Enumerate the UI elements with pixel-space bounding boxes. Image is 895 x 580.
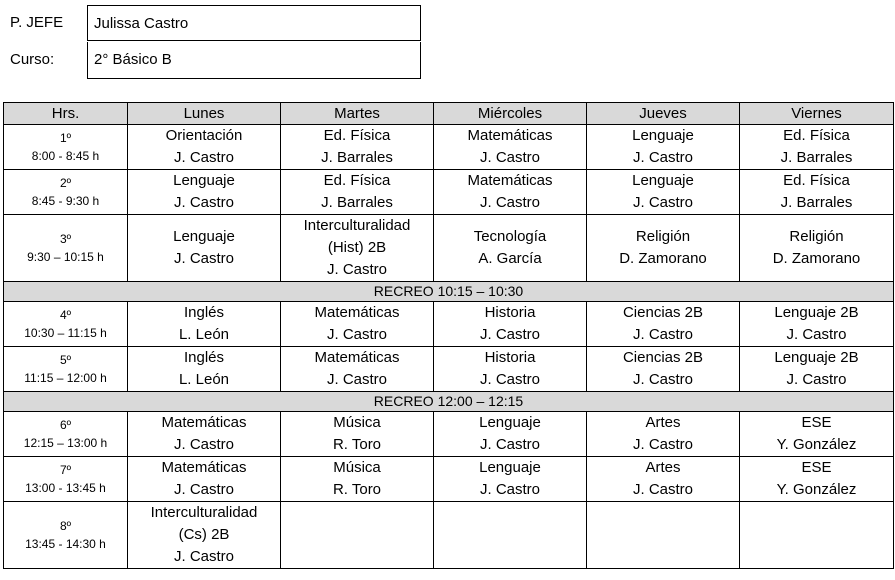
- subject-name: Ciencias 2B: [622, 304, 704, 321]
- teacher-name: J. Castro: [786, 371, 847, 388]
- class-cell: [281, 125, 434, 170]
- class-cell: [740, 457, 894, 502]
- class-cell: [740, 215, 894, 282]
- teacher-name: J. Castro: [173, 436, 234, 453]
- column-header-day: Lunes: [128, 103, 281, 125]
- teacher-name: D. Zamorano: [619, 250, 707, 267]
- class-cell: [740, 170, 894, 215]
- class-cell: [434, 170, 587, 215]
- period-hours-cell: [4, 502, 128, 569]
- teacher-name: J. Castro: [173, 149, 234, 166]
- period-number: 4º: [59, 308, 72, 322]
- teacher-name: Y. González: [776, 481, 857, 498]
- period-hours-cell: [4, 457, 128, 502]
- teacher-name: J. Castro: [632, 436, 693, 453]
- teacher-name: J. Castro: [479, 194, 540, 211]
- teacher-name: J. Castro: [326, 261, 387, 278]
- class-cell: [587, 125, 740, 170]
- column-header-day: Jueves: [587, 103, 740, 125]
- teacher-name: J. Barrales: [780, 149, 853, 166]
- class-cell: [128, 125, 281, 170]
- class-cell: [128, 457, 281, 502]
- period-number: 6º: [59, 418, 72, 432]
- column-header-day: Miércoles: [434, 103, 587, 125]
- teacher-name: J. Barrales: [321, 194, 393, 211]
- subject-name: Matemáticas: [314, 304, 400, 321]
- subject-name: Lenguaje: [479, 414, 541, 431]
- teacher-name: J. Castro: [173, 194, 234, 211]
- period-hours-cell: [4, 347, 128, 392]
- subject-name: Lenguaje: [173, 172, 235, 189]
- period-row: [4, 412, 894, 457]
- period-number: 3º: [59, 232, 72, 246]
- class-cell: [587, 215, 740, 282]
- teacher-name: J. Barrales: [321, 149, 393, 166]
- teacher-name: J. Castro: [786, 326, 847, 343]
- empty-cell: [587, 502, 740, 569]
- class-cell: [740, 302, 894, 347]
- break-label: RECREO 10:15 – 10:30: [4, 282, 894, 302]
- subject-name: Matemáticas: [467, 172, 553, 189]
- subject-name: Lenguaje: [632, 127, 694, 144]
- class-cell: [128, 502, 281, 569]
- class-cell: [740, 347, 894, 392]
- schedule-body: [4, 125, 894, 569]
- period-hours-cell: [4, 302, 128, 347]
- teacher-name: J. Castro: [173, 481, 234, 498]
- subject-name: Historia: [484, 304, 536, 321]
- column-header-day: Martes: [281, 103, 434, 125]
- teacher-name: J. Castro: [326, 371, 387, 388]
- class-cell: [128, 170, 281, 215]
- class-cell: [740, 125, 894, 170]
- jefe-label: P. JEFE: [10, 14, 64, 31]
- subject-name: Artes: [645, 414, 681, 431]
- class-cell: [434, 457, 587, 502]
- subject-name: Música: [333, 414, 381, 431]
- class-cell: [128, 347, 281, 392]
- period-time: 8:00 - 8:45 h: [31, 149, 100, 163]
- period-number: 2º: [59, 176, 72, 190]
- class-cell: [587, 457, 740, 502]
- header-row: [4, 103, 894, 125]
- period-time: 13:45 - 14:30 h: [25, 537, 106, 551]
- teacher-name: J. Castro: [632, 149, 693, 166]
- teacher-name: J. Castro: [479, 436, 540, 453]
- subject-name: ESE: [801, 459, 832, 476]
- teacher-name: L. León: [178, 326, 230, 343]
- class-cell: [281, 302, 434, 347]
- teacher-name: D. Zamorano: [772, 250, 861, 267]
- subject-name: Ciencias 2B: [622, 349, 704, 366]
- period-row: [4, 457, 894, 502]
- period-number: 7º: [59, 463, 72, 477]
- subject-name: Matemáticas: [314, 349, 400, 366]
- subject-name: Ed. Física: [323, 172, 391, 189]
- period-time: 12:15 – 13:00 h: [23, 436, 108, 450]
- subject-name: ESE: [801, 414, 832, 431]
- period-time: 10:30 – 11:15 h: [24, 326, 107, 340]
- subject-name: (Hist) 2B: [327, 239, 387, 256]
- class-cell: [434, 412, 587, 457]
- class-cell: [434, 302, 587, 347]
- teacher-name: J. Castro: [632, 194, 693, 211]
- column-header-day: Viernes: [740, 103, 894, 125]
- class-cell: [434, 125, 587, 170]
- period-hours-cell: [4, 125, 128, 170]
- period-time: 11:15 – 12:00 h: [24, 371, 107, 385]
- break-row: [4, 392, 894, 412]
- class-cell: [587, 302, 740, 347]
- teacher-name: Y. González: [776, 436, 857, 453]
- subject-name: Lenguaje 2B: [774, 304, 859, 321]
- subject-name: (Cs) 2B: [178, 526, 230, 543]
- class-cell: [740, 412, 894, 457]
- teacher-name: J. Castro: [632, 326, 693, 343]
- subject-name: Religión: [789, 228, 844, 245]
- class-cell: [128, 215, 281, 282]
- subject-name: Interculturalidad: [303, 217, 411, 234]
- teacher-name: J. Castro: [479, 371, 540, 388]
- period-time: 8:45 - 9:30 h: [31, 194, 100, 208]
- class-cell: [587, 170, 740, 215]
- class-cell: [128, 412, 281, 457]
- teacher-name: J. Barrales: [780, 194, 853, 211]
- subject-name: Matemáticas: [161, 459, 247, 476]
- teacher-name: J. Castro: [173, 250, 234, 267]
- period-time: 9:30 – 10:15 h: [27, 250, 104, 264]
- empty-cell: [434, 502, 587, 569]
- class-cell: [434, 347, 587, 392]
- class-cell: [281, 457, 434, 502]
- period-number: 8º: [59, 519, 72, 533]
- empty-cell: [740, 502, 894, 569]
- column-header-hours: Hrs.: [4, 103, 128, 125]
- class-cell: [281, 170, 434, 215]
- teacher-name: J. Castro: [173, 548, 234, 565]
- subject-name: Historia: [484, 349, 536, 366]
- subject-name: Interculturalidad: [150, 504, 258, 521]
- subject-name: Ed. Física: [783, 127, 850, 144]
- class-cell: [587, 347, 740, 392]
- subject-name: Orientación: [165, 127, 243, 144]
- period-hours-cell: [4, 215, 128, 282]
- subject-name: Inglés: [183, 304, 225, 321]
- subject-name: Ed. Física: [323, 127, 391, 144]
- empty-cell: [281, 502, 434, 569]
- class-cell: [281, 412, 434, 457]
- teacher-name: J. Castro: [326, 326, 387, 343]
- period-row: [4, 502, 894, 569]
- period-row: [4, 170, 894, 215]
- teacher-name: J. Castro: [632, 371, 693, 388]
- subject-name: Tecnología: [473, 228, 547, 245]
- schedule-table: [3, 102, 894, 569]
- period-row: [4, 347, 894, 392]
- subject-name: Ed. Física: [783, 172, 850, 189]
- period-time: 13:00 - 13:45 h: [25, 481, 106, 495]
- teacher-name: R. Toro: [332, 481, 382, 498]
- teacher-name: J. Castro: [479, 149, 540, 166]
- period-row: [4, 302, 894, 347]
- class-cell: [587, 412, 740, 457]
- teacher-name: J. Castro: [479, 326, 540, 343]
- teacher-name: R. Toro: [332, 436, 382, 453]
- period-number: 5º: [59, 353, 72, 367]
- class-cell: [281, 347, 434, 392]
- subject-name: Lenguaje: [479, 459, 541, 476]
- teacher-name: J. Castro: [632, 481, 693, 498]
- subject-name: Lenguaje: [173, 228, 235, 245]
- subject-name: Matemáticas: [161, 414, 247, 431]
- curso-value-box: 2° Básico B: [87, 42, 421, 79]
- period-hours-cell: [4, 412, 128, 457]
- subject-name: Artes: [645, 459, 681, 476]
- subject-name: Matemáticas: [467, 127, 553, 144]
- period-row: [4, 125, 894, 170]
- subject-name: Lenguaje 2B: [774, 349, 859, 366]
- curso-label: Curso:: [10, 51, 55, 68]
- class-cell: [128, 302, 281, 347]
- subject-name: Música: [333, 459, 381, 476]
- subject-name: Lenguaje: [632, 172, 694, 189]
- teacher-name: J. Castro: [479, 481, 540, 498]
- jefe-value-box: Julissa Castro: [87, 5, 421, 41]
- teacher-name: A. García: [478, 250, 542, 267]
- break-row: [4, 282, 894, 302]
- class-cell: [281, 215, 434, 282]
- class-cell: [434, 215, 587, 282]
- period-number: 1º: [59, 131, 72, 145]
- break-label: RECREO 12:00 – 12:15: [4, 392, 894, 412]
- period-row: [4, 215, 894, 282]
- period-hours-cell: [4, 170, 128, 215]
- subject-name: Inglés: [183, 349, 225, 366]
- subject-name: Religión: [635, 228, 691, 245]
- teacher-name: L. León: [178, 371, 230, 388]
